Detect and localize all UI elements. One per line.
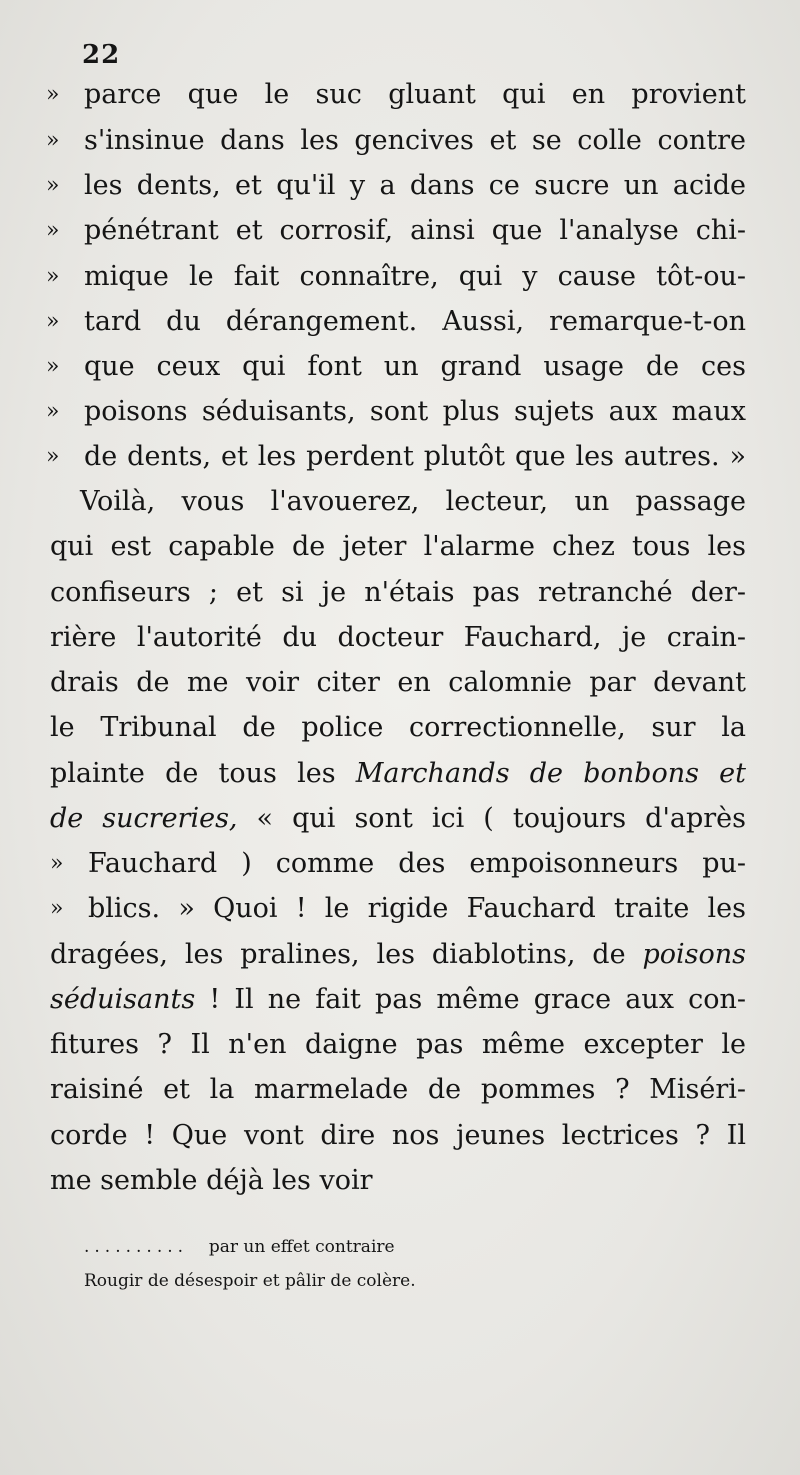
body-text bbox=[50, 934, 746, 976]
body-line bbox=[0, 662, 800, 704]
quoted-text: de dents, et les perdent plutôt que les autres. » bbox=[84, 441, 746, 472]
quoted-text: les dents, et qu'il y a dans ce sucre un acide bbox=[84, 170, 746, 201]
body-text-segment: dragées, les pralines, les diablotins, de bbox=[50, 939, 643, 970]
quote-mark: » bbox=[46, 354, 60, 379]
quoted-line bbox=[0, 391, 800, 433]
body-text: me semble déjà les voir bbox=[50, 1165, 373, 1196]
quoted-text: pénétrant et corrosif, ainsi que l'analyse chi- bbox=[84, 215, 746, 246]
quote-mark: » bbox=[50, 896, 64, 921]
page-number: 22 bbox=[82, 40, 121, 70]
quoted-line bbox=[0, 210, 800, 252]
body-line bbox=[0, 707, 800, 749]
body-line bbox=[0, 888, 800, 930]
body-text bbox=[50, 798, 746, 840]
italic-title: de sucreries, bbox=[50, 803, 238, 834]
quoted-text: poisons séduisants, sont plus sujets aux maux bbox=[84, 396, 746, 427]
body-text-segment: « qui sont ici ( toujours d'après bbox=[237, 803, 746, 834]
quoted-text: mique le fait connaître, qui y cause tôt-ou- bbox=[84, 261, 746, 292]
quote-mark: » bbox=[46, 399, 60, 424]
body-line bbox=[0, 934, 800, 976]
body-text: blics. » Quoi ! le rigide Fauchard traite les bbox=[88, 893, 746, 924]
body-line bbox=[0, 979, 800, 1021]
body-line bbox=[0, 481, 800, 523]
body-text: Voilà, vous l'avouerez, lecteur, un passage bbox=[80, 486, 746, 517]
body-line bbox=[0, 753, 800, 795]
italic-phrase: poisons bbox=[642, 939, 746, 970]
body-line bbox=[0, 617, 800, 659]
quote-mark: » bbox=[46, 82, 60, 107]
verse-line bbox=[84, 1266, 416, 1296]
italic-title: Marchands de bonbons et bbox=[355, 758, 746, 789]
quote-mark: » bbox=[46, 264, 60, 289]
body-line bbox=[0, 843, 800, 885]
quoted-line bbox=[0, 74, 800, 116]
quote-mark: » bbox=[46, 218, 60, 243]
quote-mark: » bbox=[46, 444, 60, 469]
body-text: Fauchard ) comme des empoisonneurs pu- bbox=[88, 848, 746, 879]
body-line bbox=[0, 798, 800, 840]
body-text: le Tribunal de police correctionnelle, sur la bbox=[50, 712, 746, 743]
body-line bbox=[0, 1115, 800, 1157]
quoted-line bbox=[0, 301, 800, 343]
body-text: confiseurs ; et si je n'étais pas retranché der- bbox=[50, 577, 746, 608]
body-text: drais de me voir citer en calomnie par devant bbox=[50, 667, 746, 698]
body-text: qui est capable de jeter l'alarme chez tous les bbox=[50, 531, 746, 562]
body-line bbox=[0, 1069, 800, 1111]
quoted-text: que ceux qui font un grand usage de ces bbox=[84, 351, 746, 382]
body-line bbox=[0, 526, 800, 568]
quoted-text: parce que le suc gluant qui en provient bbox=[84, 79, 746, 110]
quoted-line bbox=[0, 120, 800, 162]
body-text: corde ! Que vont dire nos jeunes lectrices ? Il bbox=[50, 1120, 746, 1151]
body-text: rière l'autorité du docteur Fauchard, je crain- bbox=[50, 622, 746, 653]
body-text: raisiné et la marmelade de pommes ? Miséri- bbox=[50, 1074, 746, 1105]
quoted-line bbox=[0, 436, 800, 478]
verse-ellipsis: .......... bbox=[84, 1237, 189, 1257]
quote-mark: » bbox=[46, 173, 60, 198]
quoted-text: s'insinue dans les gencives et se colle contre bbox=[84, 125, 746, 156]
verse-line bbox=[84, 1232, 395, 1262]
body-line bbox=[0, 1160, 800, 1202]
body-text bbox=[50, 979, 746, 1021]
quoted-text: tard du dérangement. Aussi, remarque-t-on bbox=[84, 306, 746, 337]
body-line bbox=[0, 1024, 800, 1066]
italic-phrase: séduisants bbox=[50, 984, 196, 1015]
verse-text: par un effet contraire bbox=[208, 1237, 395, 1257]
quote-mark: » bbox=[46, 309, 60, 334]
body-text bbox=[50, 753, 746, 795]
quoted-line bbox=[0, 346, 800, 388]
quoted-line bbox=[0, 165, 800, 207]
quote-mark: » bbox=[50, 851, 64, 876]
body-line bbox=[0, 572, 800, 614]
quote-mark: » bbox=[46, 128, 60, 153]
body-text: fitures ? Il n'en daigne pas même excepter le bbox=[50, 1029, 746, 1060]
body-text-segment: ! Il ne fait pas même grace aux con- bbox=[195, 984, 746, 1015]
verse-text: Rougir de désespoir et pâlir de colère. bbox=[84, 1271, 416, 1291]
quoted-line bbox=[0, 256, 800, 298]
body-text-segment: plainte de tous les bbox=[50, 758, 356, 789]
